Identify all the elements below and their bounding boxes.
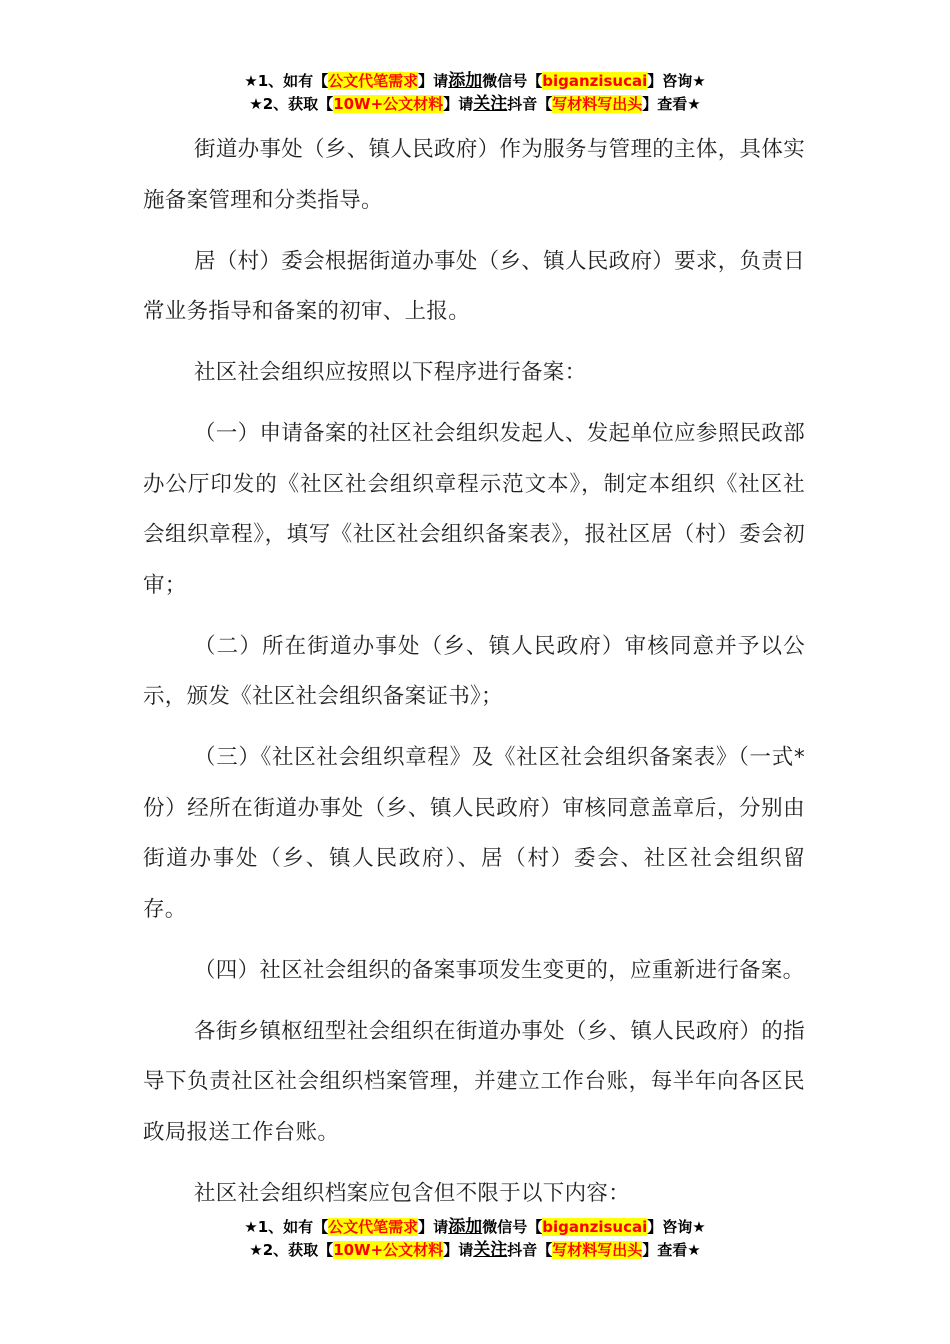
paragraph: 居（村）委会根据街道办事处（乡、镇人民政府）要求，负责日常业务指导和备案的初审、上报。 bbox=[143, 248, 805, 324]
highlight-douyin-account: 写材料写出头 bbox=[552, 95, 643, 113]
paragraph: 各街乡镇枢纽型社会组织在街道办事处（乡、镇人民政府）的指导下负责社区社会组织档案管理，并建立工作台账，每半年向各区民政局报送工作台账。 bbox=[143, 1018, 805, 1145]
paragraph: 社区社会组织应按照以下程序进行备案： bbox=[194, 360, 587, 385]
paragraph: 街道办事处（乡、镇人民政府）作为服务与管理的主体，具体实施备案管理和分类指导。 bbox=[143, 137, 805, 213]
underlined-keyword: 添加 bbox=[448, 71, 483, 91]
highlight-wechat-id: biganzisucai bbox=[542, 72, 648, 90]
banner-line-2: ★2、获取【10W+公文材料】请关注抖音【写材料写出头】查看★ bbox=[249, 1240, 701, 1260]
header-banner bbox=[0, 70, 950, 116]
highlight-service: 公文代笔需求 bbox=[328, 1218, 419, 1236]
paragraph: 社区社会组织档案应包含但不限于以下内容： bbox=[194, 1180, 631, 1206]
paragraph: （三）《社区社会组织章程》及《社区社会组织备案表》（一式*份）经所在街道办事处（乡、镇人民政府）审核同意盖章后，分别由街道办事处（乡、镇人民政府）、居（村）委会、社区社会组织留存。 bbox=[143, 745, 805, 922]
paragraph: （二）所在街道办事处（乡、镇人民政府）审核同意并予以公示，颁发《社区社会组织备案证书》； bbox=[143, 633, 805, 709]
paragraph: （一）申请备案的社区社会组织发起人、发起单位应参照民政部办公厅印发的《社区社会组织章程示范文本》，制定本组织《社区社会组织章程》，填写《社区社会组织备案表》，报社区居（村）委会初审； bbox=[143, 421, 805, 598]
paragraph: （四）社区社会组织的备案事项发生变更的，应重新进行备案。 bbox=[194, 957, 805, 983]
highlight-wechat-id: biganzisucai bbox=[542, 1218, 648, 1236]
underlined-keyword: 添加 bbox=[448, 1217, 483, 1237]
highlight-materials: 10W+公文材料 bbox=[333, 1241, 444, 1259]
banner-line-1: ★1、如有【公文代笔需求】请添加微信号【biganzisucai】咨询★ bbox=[244, 71, 706, 91]
footer-banner bbox=[0, 1216, 950, 1262]
document-body bbox=[143, 125, 805, 1230]
underlined-keyword: 关注 bbox=[473, 94, 508, 114]
highlight-douyin-account: 写材料写出头 bbox=[552, 1241, 643, 1259]
highlight-materials: 10W+公文材料 bbox=[333, 95, 444, 113]
highlight-service: 公文代笔需求 bbox=[328, 72, 419, 90]
banner-line-2: ★2、获取【10W+公文材料】请关注抖音【写材料写出头】查看★ bbox=[249, 94, 701, 114]
banner-line-1: ★1、如有【公文代笔需求】请添加微信号【biganzisucai】咨询★ bbox=[244, 1217, 706, 1237]
underlined-keyword: 关注 bbox=[473, 1240, 508, 1260]
